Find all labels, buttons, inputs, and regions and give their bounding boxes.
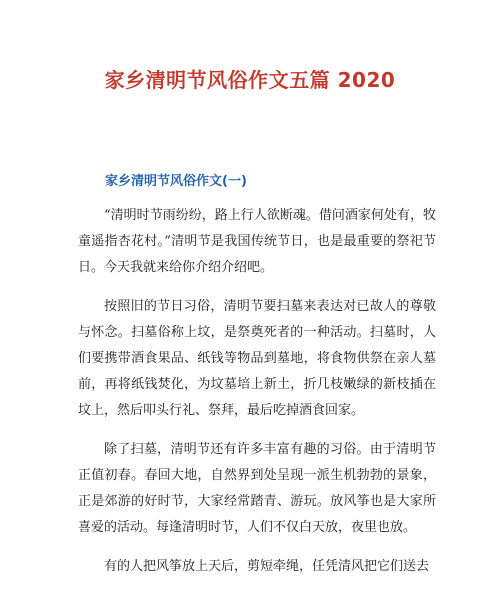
section-heading: 家乡清明节风俗作文(一) bbox=[105, 174, 247, 189]
paragraph-1: “清明时节雨纷纷，路上行人欲断魂。借问酒家何处有，牧童遥指杏花村。”清明节是我国传统节日，也是最重要的祭祀节日。今天我就来给你介绍介绍吧。 bbox=[78, 208, 436, 275]
paragraph-2: 按照旧的节日习俗，清明节要扫墓来表达对已故人的尊敬与怀念。扫墓俗称上坟，是祭奠死者的一种活动。扫墓时，人们要携带酒食果品、纸钱等物品到墓地，将食物供祭在亲人墓前，再将纸钱焚化，为坟墓培上新土，折几枝嫩绿的新枝插在坟上，然后叩头行礼、祭拜，最后吃掉酒食回家。 bbox=[78, 299, 436, 418]
document-body bbox=[78, 203, 436, 593]
paragraph-3: 除了扫墓，清明节还有许多丰富有趣的习俗。由于清明节正值初春。春回大地，自然界到处呈现一派生机勃勃的景象，正是郊游的好时节，大家经常踏青、游玩。放风筝也是大家所喜爱的活动。每逢清明时节，人们不仅白天放，夜里也放。 bbox=[78, 442, 436, 535]
paragraph-4: 有的人把风筝放上天后，剪短牵绳，任凭清风把它们送去 bbox=[104, 559, 430, 574]
document-title: 家乡清明节风俗作文五篇 2020 bbox=[104, 68, 396, 92]
